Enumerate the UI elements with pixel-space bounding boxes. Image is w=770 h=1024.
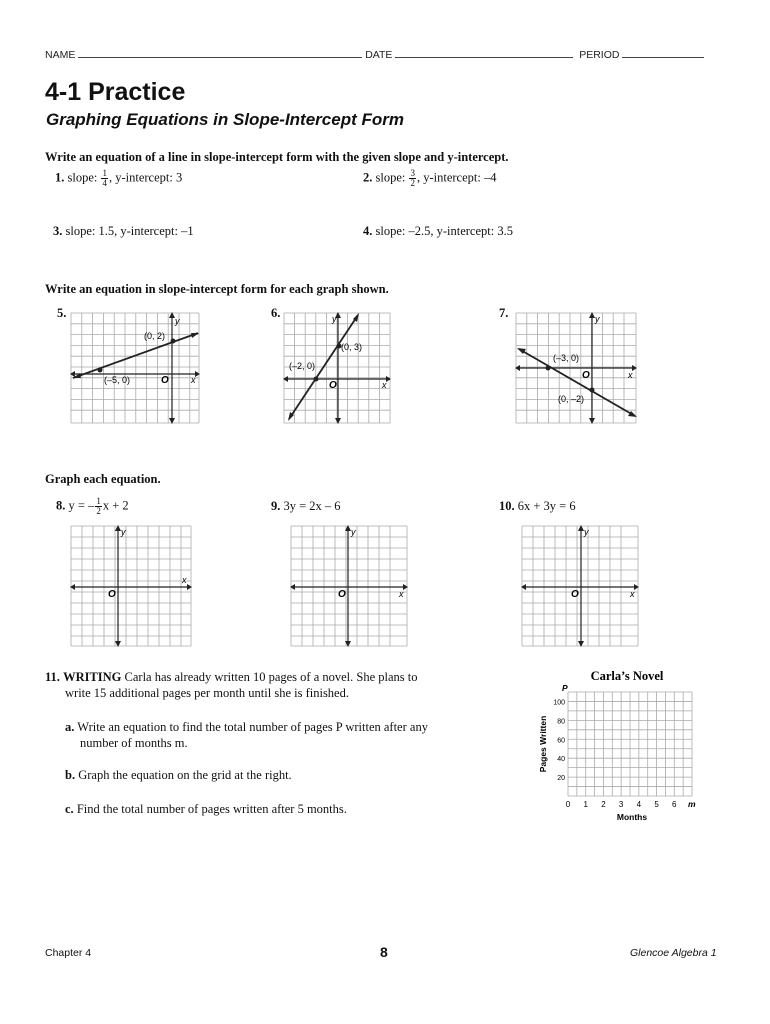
svg-text:O: O [338, 589, 346, 600]
x-variable-label: m [688, 799, 696, 809]
problem-11a: a. Write an equation to find the total number of pages P written after any [65, 720, 428, 734]
point-label-a: (–3, 0) [553, 353, 580, 363]
y-variable-label: P [562, 683, 568, 693]
problem-5-number: 5. [57, 306, 67, 320]
origin-label: O [161, 375, 169, 386]
problem-3: 3. slope: 1.5, y-intercept: –1 [53, 224, 194, 238]
x-axis-label: x [191, 375, 196, 385]
problem-9: 9. 3y = 2x – 6 [271, 499, 341, 513]
x-axis-label: x [382, 380, 387, 390]
x-tick-label: 3 [618, 800, 624, 809]
origin-label: O [108, 589, 116, 600]
fraction: $\frac{3}{2}$ [410, 168, 415, 188]
graph-6 [283, 312, 391, 424]
graph-10-blank[interactable] [521, 525, 639, 647]
problem-7-number: 7. [499, 306, 509, 320]
y-tick-label: 80 [557, 718, 565, 726]
problem-6-number: 6. [271, 306, 281, 320]
y-tick-label: 60 [557, 737, 565, 745]
x-tick-label: 1 [583, 800, 588, 809]
footer-chapter: Chapter 4 [45, 947, 92, 959]
problem-11c: c. Find the total number of pages written after 5 months. [65, 802, 347, 816]
origin-label: O [329, 380, 337, 391]
problem-1: 1. slope: $\frac{1}{4}$ , y-intercept: 3 [55, 168, 183, 188]
graph-8-blank[interactable] [70, 525, 192, 647]
svg-text:y: y [584, 527, 589, 537]
point-b [98, 368, 103, 373]
svg-text:O: O [571, 589, 579, 600]
period-field[interactable] [622, 47, 704, 58]
graph-5 [70, 312, 200, 424]
y-tick-label: 40 [557, 756, 565, 764]
point-label-b: (–5, 0) [104, 375, 131, 385]
page-number: 8 [380, 944, 388, 960]
section1-instruction: Write an equation of a line in slope-intercept form with the given slope and y-intercept. [45, 150, 509, 164]
problem-11-line2: write 15 additional pages per month until she is finished. [65, 686, 349, 700]
x-tick-label: 2 [601, 800, 606, 809]
carlas-novel-chart[interactable] [535, 666, 705, 826]
x-tick-label: 4 [636, 800, 642, 809]
date-field[interactable] [395, 47, 573, 58]
y-axis-label: y [121, 527, 126, 537]
origin-tick-label: 0 [565, 800, 571, 809]
x-axis-label: x [182, 575, 187, 585]
page-title: 4-1 Practice [45, 78, 186, 106]
svg-text:x: x [399, 589, 404, 599]
header-line [45, 47, 704, 61]
problem-11a-line2: number of months m. [80, 736, 188, 750]
point-label-b: (0, –2) [558, 394, 585, 404]
y-tick-label: 20 [557, 775, 565, 783]
x-axis-label: x [628, 370, 633, 380]
y-axis-label: y [332, 314, 337, 324]
section2-instruction: Write an equation in slope-intercept form for each graph shown. [45, 282, 389, 296]
footer-book: Glencoe Algebra 1 [630, 947, 717, 959]
origin-label: O [582, 370, 590, 381]
graph-7 [515, 312, 637, 424]
point-a [171, 339, 176, 344]
problem-11-line1: 11. WRITING Carla has already written 10 pages of a novel. She plans to [45, 670, 418, 684]
y-tick-label: 100 [553, 699, 565, 707]
point-label-a: (0, 3) [341, 342, 363, 352]
point-label-b: (–2, 0) [289, 361, 316, 371]
y-axis-title: Pages Written [538, 715, 548, 773]
svg-text:y: y [351, 527, 356, 537]
problem-4: 4. slope: –2.5, y-intercept: 3.5 [363, 224, 513, 238]
problem-2: 2. slope: $\frac{3}{2}$ , y-intercept: –4 [363, 168, 497, 188]
y-axis-label: y [175, 316, 180, 326]
date-label: DATE [365, 49, 393, 61]
problem-10: 10. 6x + 3y = 6 [499, 499, 576, 513]
graph-9-blank[interactable] [290, 525, 408, 647]
chart-grid [568, 692, 692, 796]
page-subtitle: Graphing Equations in Slope-Intercept Form [46, 110, 404, 129]
axes [73, 315, 197, 422]
section3-instruction: Graph each equation. [45, 472, 161, 486]
fraction: $\frac{1}{4}$ [102, 168, 107, 188]
point-label-a: (0, 2) [144, 331, 166, 341]
grid [71, 313, 199, 423]
problem-11b: b. Graph the equation on the grid at the right. [65, 768, 292, 782]
name-label: NAME [45, 49, 76, 61]
chart-title: Carla’s Novel [590, 669, 664, 683]
svg-text:x: x [630, 589, 635, 599]
problem-8: 8. y = – $\frac{1}{2}$ x + 2 [56, 496, 129, 516]
x-tick-label: 6 [672, 800, 677, 809]
period-label: PERIOD [579, 49, 620, 61]
name-field[interactable] [78, 47, 362, 58]
y-axis-label: y [595, 314, 600, 324]
x-axis-title: Months [616, 812, 648, 822]
x-tick-label: 5 [654, 800, 659, 809]
